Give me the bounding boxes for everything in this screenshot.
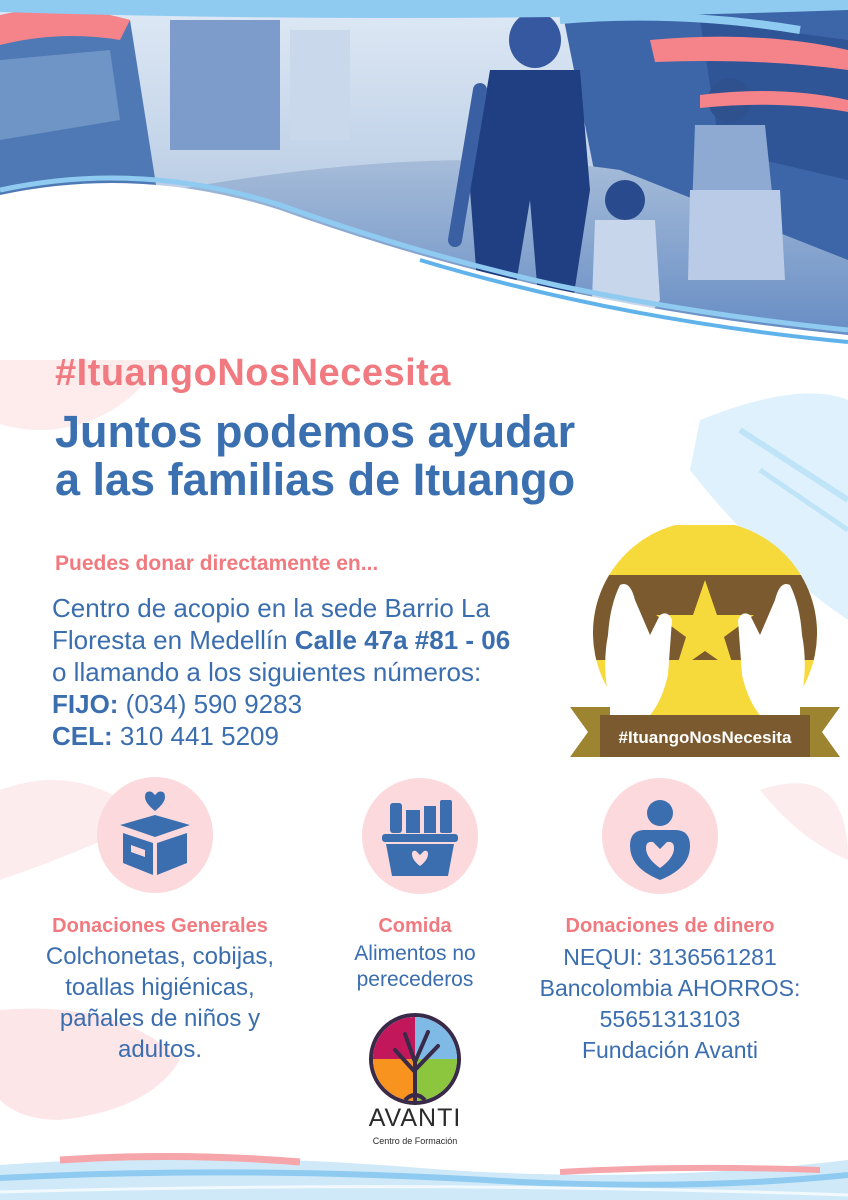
gift-box-heart-icon bbox=[95, 775, 215, 895]
column-food-body bbox=[330, 941, 500, 993]
money-line: Fundación Avanti bbox=[581, 1037, 759, 1063]
general-line: adultos. bbox=[117, 1036, 203, 1063]
food-line: Alimentos no bbox=[354, 942, 476, 965]
phone-cel bbox=[52, 720, 612, 752]
column-money-title: Donaciones de dinero bbox=[565, 915, 775, 937]
food-line: perecederos bbox=[356, 968, 474, 991]
hashtag-title: #ItuangoNosNecesita bbox=[55, 352, 451, 394]
logo-name: AVANTI bbox=[368, 1104, 462, 1132]
headline-line-1: Juntos podemos ayudar bbox=[55, 406, 576, 457]
money-line: Bancolombia AHORROS: bbox=[539, 975, 801, 1001]
address-line-3: o llamando a los siguientes números: bbox=[52, 657, 482, 687]
food-basket-icon bbox=[360, 778, 480, 898]
fijo-number: (034) 590 9283 bbox=[118, 689, 303, 719]
column-general-title: Donaciones Generales bbox=[52, 915, 268, 937]
cel-number: 310 441 5209 bbox=[112, 721, 279, 751]
address-street: Calle 47a #81 - 06 bbox=[294, 625, 511, 655]
badge-ribbon-text: #ItuangoNosNecesita bbox=[618, 728, 792, 747]
general-line: toallas higiénicas, bbox=[65, 974, 255, 1001]
header-photo bbox=[0, 0, 848, 360]
donation-address bbox=[52, 592, 612, 752]
donate-lead: Puedes donar directamente en... bbox=[55, 552, 379, 575]
money-line: NEQUI: 3136561281 bbox=[563, 944, 777, 970]
person-heart-icon bbox=[600, 778, 720, 898]
address-city: Floresta en Medellín bbox=[52, 625, 295, 655]
general-line: Colchonetas, cobijas, bbox=[45, 943, 275, 970]
money-line: 55651313103 bbox=[599, 1006, 741, 1032]
general-line: pañales de niños y bbox=[59, 1005, 261, 1032]
ituango-badge bbox=[560, 525, 848, 775]
address-line-2 bbox=[52, 624, 612, 656]
logo-subtitle: Centro de Formación bbox=[372, 1136, 458, 1146]
address-line-1: Centro de acopio en la sede Barrio La bbox=[52, 593, 490, 623]
phone-fijo bbox=[52, 688, 612, 720]
column-money-body bbox=[520, 942, 820, 1066]
column-food-title: Comida bbox=[378, 915, 452, 937]
fijo-label: FIJO: bbox=[52, 689, 119, 719]
cel-label: CEL: bbox=[52, 721, 113, 751]
column-general-body bbox=[10, 941, 310, 1065]
headline-line-2: a las familias de Ituango bbox=[55, 454, 576, 505]
headline bbox=[55, 408, 575, 504]
